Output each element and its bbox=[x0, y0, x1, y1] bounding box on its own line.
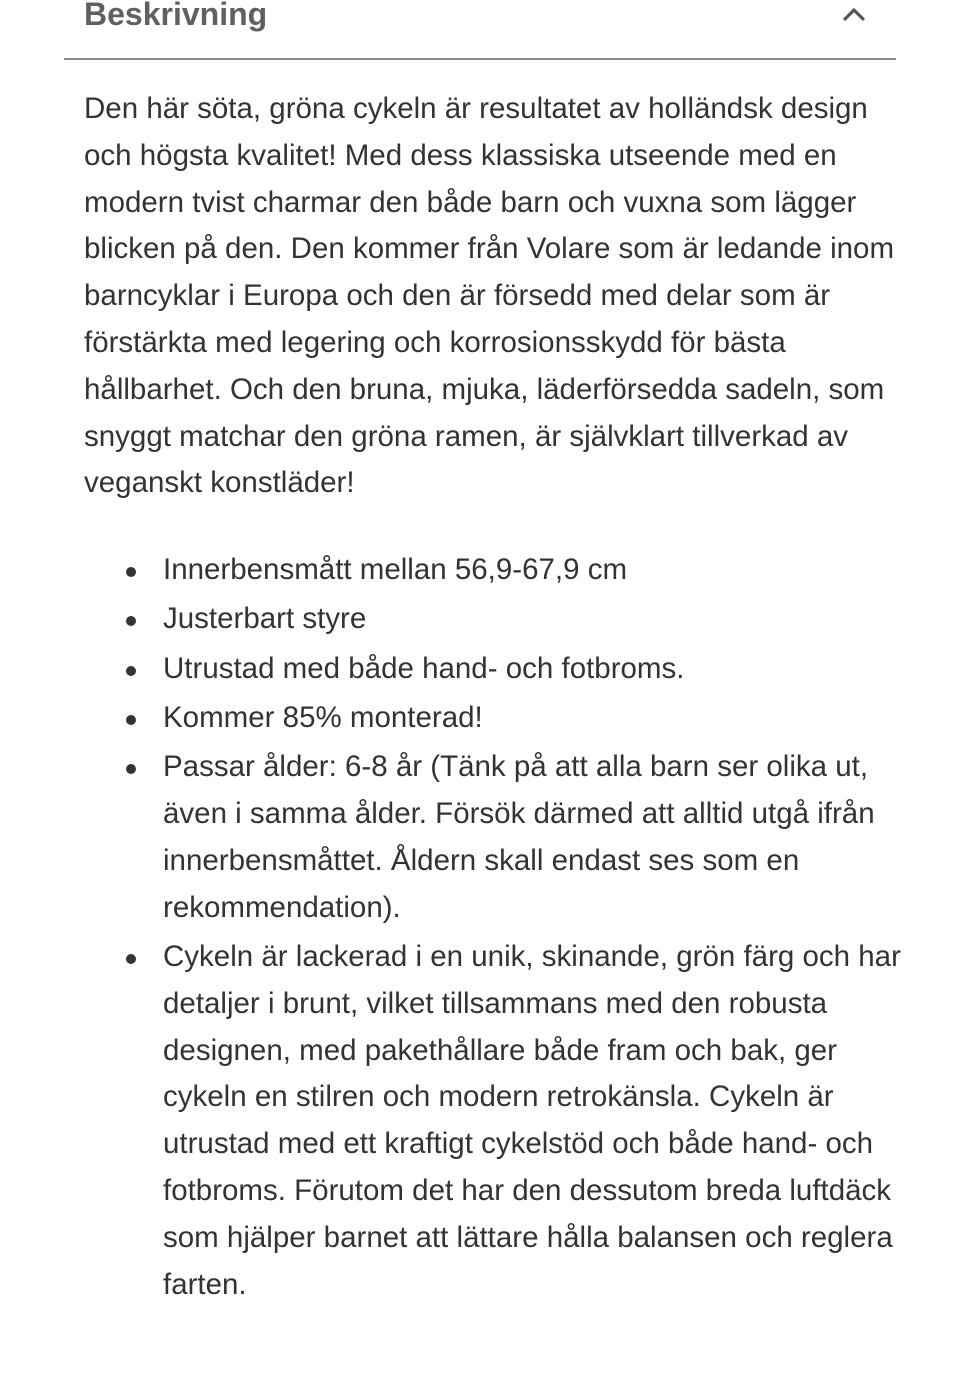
feature-item-brakes: Utrustad med både hand- och fotbroms. bbox=[163, 646, 904, 693]
feature-item-age: Passar ålder: 6-8 år (Tänk på att alla barn ser olika ut, även i samma ålder. Försök därmed att alltid utgå ifrån innerbensmåttet. Åldern skall endast ses som en rekommendation). bbox=[163, 744, 904, 931]
feature-item-assembly: Kommer 85% monterad! bbox=[163, 695, 904, 742]
feature-item-design: Cykeln är lackerad i en unik, skinande, grön färg och har detaljer i brunt, vilket tillsammans med den robusta designen, med pakethållare både fram och bak, ger cykeln en stilren och modern retrokänsla. Cykeln är utrustad med ett kraftigt cykelstöd och både hand- och fotbroms. Förutom det har den dessutom breda luftdäck som hjälper barnet att lättare hålla balansen och reglera farten. bbox=[163, 934, 904, 1308]
chevron-up-icon[interactable] bbox=[842, 2, 866, 26]
feature-item-handlebar: Justerbart styre bbox=[163, 596, 904, 643]
section-title: Beskrivning bbox=[84, 0, 268, 32]
description-content bbox=[84, 86, 904, 1311]
feature-item-inseam: Innerbensmått mellan 56,9-67,9 cm bbox=[163, 547, 904, 594]
description-text: Den här söta, gröna cykeln är resultatet av holländsk design och högsta kvalitet! Med dess klassiska utseende med en modern tvist charmar den både barn och vuxna som lägger blicken på den. Den kommer från Volare som är ledande inom barncyklar i Europa och den är försedd med delar som är förstärkta med legering och korrosionsskydd för bästa hållbarhet. Och den bruna, mjuka, läderförsedda sadeln, som snyggt matchar den gröna ramen, är självklart tillverkad av veganskt konstläder! bbox=[84, 92, 895, 500]
description-accordion-header[interactable] bbox=[64, 0, 896, 60]
feature-list bbox=[84, 547, 904, 1308]
